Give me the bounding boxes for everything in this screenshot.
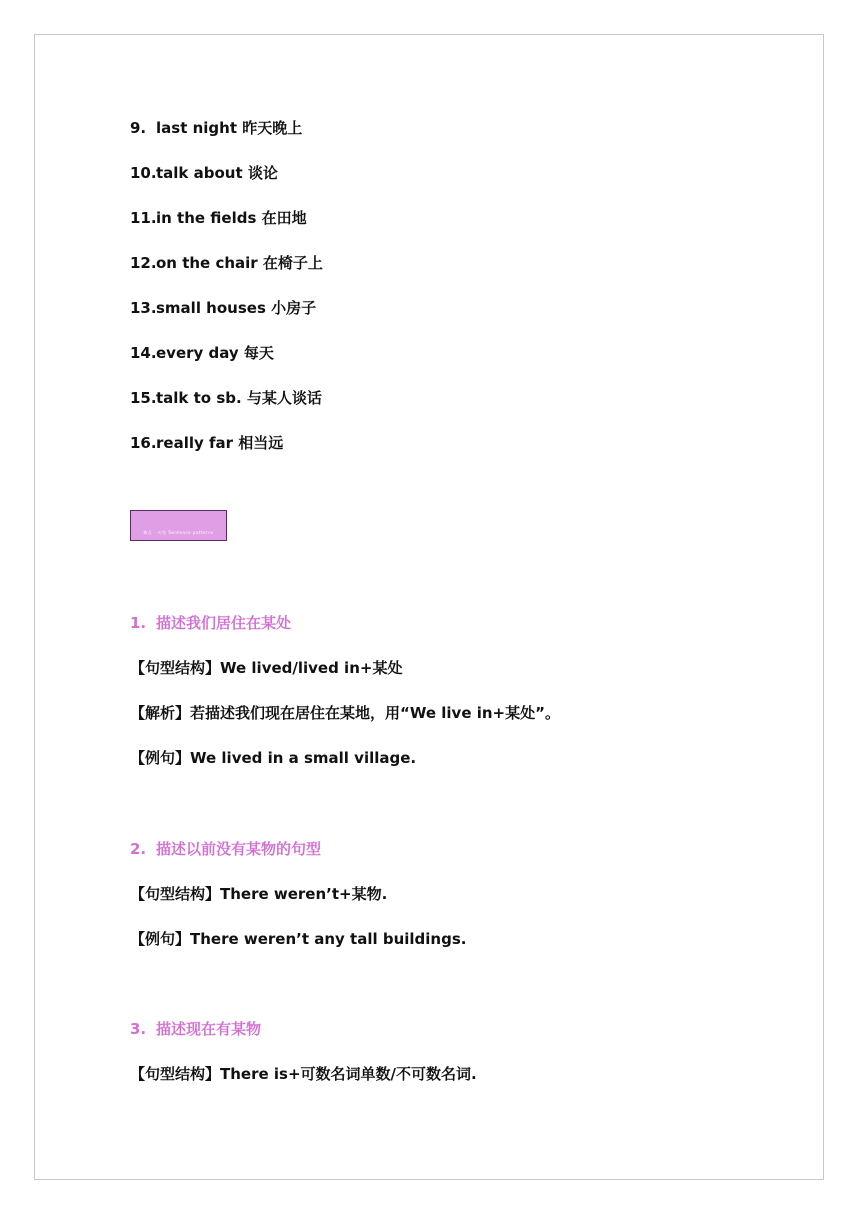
section-line: 【例句】There weren’t any tall buildings.	[130, 930, 467, 948]
section-line: 【例句】We lived in a small village.	[130, 749, 417, 767]
vocab-number: 15.	[130, 389, 157, 407]
vocab-item	[130, 118, 302, 138]
vocab-text: in the fields 在田地	[156, 209, 307, 227]
vocab-item	[130, 388, 322, 408]
section-heading	[130, 1019, 261, 1039]
section-number: 2.	[130, 840, 147, 858]
document-page	[34, 34, 824, 1180]
vocab-item	[130, 208, 307, 228]
section-banner	[130, 510, 227, 541]
vocab-text: talk to sb. 与某人谈话	[156, 389, 322, 407]
vocab-text: talk about 谈论	[156, 164, 278, 182]
vocab-text: last night 昨天晚上	[156, 119, 303, 137]
section-number: 3.	[130, 1020, 147, 1038]
vocab-number: 14.	[130, 344, 157, 362]
section-line: 【句型结构】We lived/lived in+某处	[130, 659, 403, 677]
vocab-text: every day 每天	[156, 344, 274, 362]
vocab-item	[130, 163, 278, 183]
vocab-text: really far 相当远	[156, 434, 284, 452]
section-heading	[130, 839, 321, 859]
vocab-item	[130, 298, 316, 318]
vocab-number: 16.	[130, 434, 157, 452]
section-line: 【句型结构】There weren’t+某物.	[130, 885, 388, 903]
vocab-text: small houses 小房子	[156, 299, 317, 317]
vocab-item	[130, 253, 323, 273]
vocab-number: 11.	[130, 209, 157, 227]
section-heading	[130, 613, 291, 633]
vocab-number: 12.	[130, 254, 157, 272]
vocab-text: on the chair 在椅子上	[156, 254, 323, 272]
vocab-number: 9.	[130, 119, 147, 137]
vocab-item	[130, 433, 283, 453]
section-line: 【解析】若描述我们现在居住在某地，用“We live in+某处”。	[130, 704, 560, 722]
section-title: 描述现在有某物	[156, 1020, 262, 1038]
section-line: 【句型结构】There is+可数名词单数/不可数名词.	[130, 1065, 477, 1083]
vocab-number: 13.	[130, 299, 157, 317]
vocab-item	[130, 343, 274, 363]
section-title: 描述我们居住在某处	[156, 614, 292, 632]
banner-label: 难点 · 句型 Sentence patterns	[143, 530, 214, 535]
section-number: 1.	[130, 614, 147, 632]
vocab-number: 10.	[130, 164, 157, 182]
section-title: 描述以前没有某物的句型	[156, 840, 322, 858]
